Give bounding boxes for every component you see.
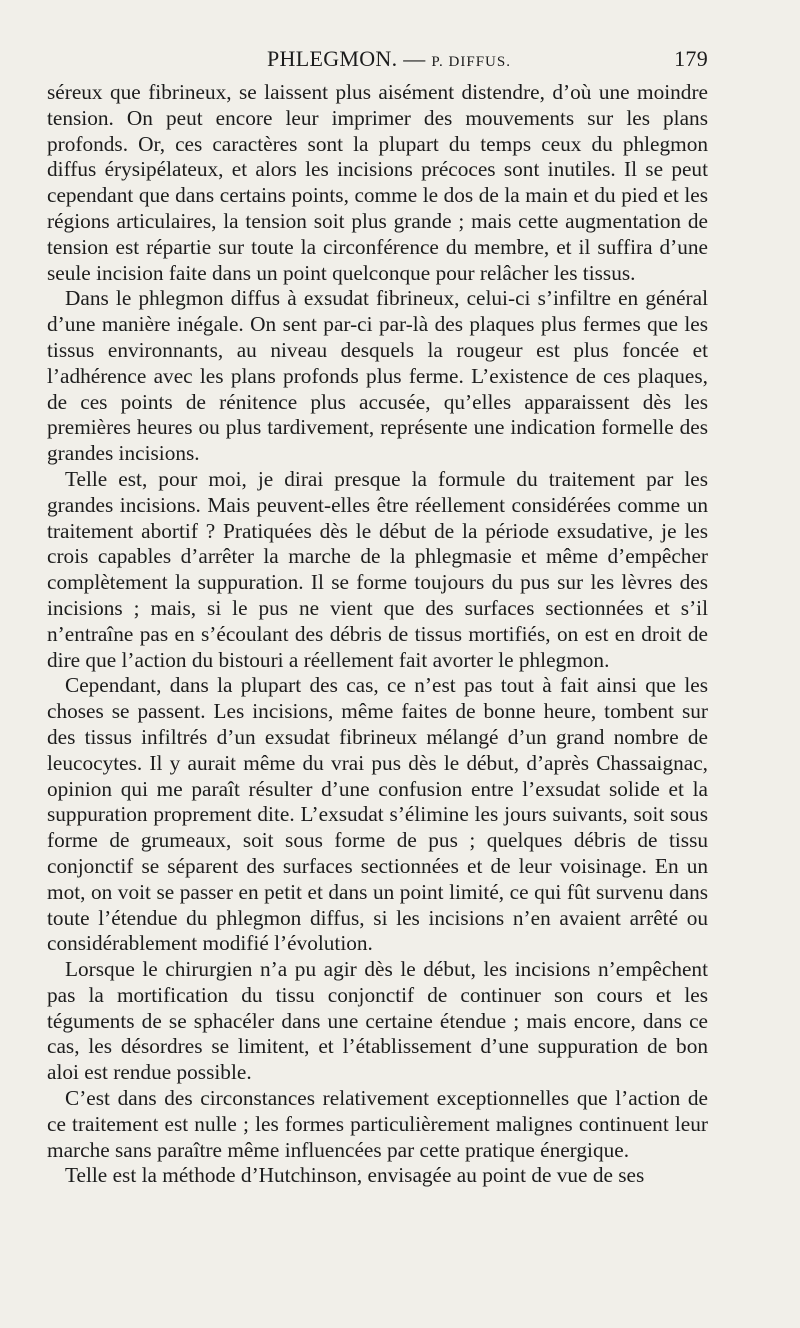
chapter-title: PHLEGMON. [267,46,398,71]
paragraph: C’est dans des circonstances relativement exceptionnelles que l’action de ce traitement est nulle ; les formes particulièrement malignes continuent leur marche sans paraître même influencées par cette pratique énergique. [47,1086,708,1162]
paragraph: Cependant, dans la plupart des cas, ce n’est pas tout à fait ainsi que les choses se passent. Les incisions, même faites de bonne heure, tombent sur des tissus infiltrés d’un exsudat fibrineux mélangé d’un grand nombre de leucocytes. Il y aurait même du vrai pus dès le début, d’après Chassaignac, opinion qui me paraît résulter d’une confusion entre l’exsudat solide et la suppuration proprement dite. L’exsudat s’élimine les jours suivants, soit sous forme de grumeaux, soit sous forme de pus ; quelques débris de tissu conjonctif se séparent des surfaces sectionnées et de leur voisinage. En un mot, on voit se passer en petit et dans un point limité, ce qui fût survenu dans toute l’étendue du phlegmon diffus, si les incisions n’en avaient arrêté ou considérablement modifié l’évolution. [47,673,708,956]
page-number: 179 [674,46,708,71]
paragraph-continued: séreux que fibrineux, se laissent plus aisément distendre, d’où une moindre tension. On peut encore leur imprimer des mouvements sur les plans profonds. Or, ces caractères sont la plupart du temps ceux du phlegmon diffus érysipélateux, et alors les incisions précoces sont inutiles. Il se peut cependant que dans certains points, comme le dos de la main et du pied et les régions articulaires, la tension soit plus grande ; mais cette augmentation de tension est répartie sur toute la circonférence du membre, et il suffira d’une seule incision faite dans un point quelconque pour relâcher les tissus. [47,80,708,285]
paragraph: Dans le phlegmon diffus à exsudat fibrineux, celui-ci s’infiltre en général d’une manière inégale. On sent par-ci par-là des plaques plus fermes que les tissus environnants, au niveau desquels la rougeur est plus foncée et l’adhérence avec les plans profonds plus ferme. L’existence de ces plaques, de ces points de rénitence plus accusée, qu’elles apparaissent dès les premières heures ou plus tardivement, représente une indication formelle des grandes incisions. [47,286,708,466]
paragraph: Telle est, pour moi, je dirai presque la formule du traitement par les grandes incisions. Mais peuvent-elles être réellement considérées comme un traitement abortif ? Pratiquées dès le début de la période exsudative, je les crois capables d’arrêter la marche de la phlegmasie et même d’empêcher complètement la suppuration. Il se forme toujours du pus sur les lèvres des incisions ; mais, si le pus ne vient que des surfaces sectionnées et s’il n’entraîne pas en s’écoulant des débris de tissus mortifiés, on est en droit de dire que l’action du bistouri a réellement fait avorter le phlegmon. [47,466,708,672]
section-subtitle: P. DIFFUS. [431,54,511,70]
body-text [47,80,708,1189]
running-head [47,46,708,78]
paragraph: Telle est la méthode d’Hutchinson, envisagée au point de vue de ses [65,1163,645,1188]
paragraph: Lorsque le chirurgien n’a pu agir dès le début, les incisions n’empêchent pas la mortification du tissu conjonctif de continuer son cours et les téguments de se sphacéler dans une certaine étendue ; mais encore, dans ce cas, les désordres se limitent, et l’établissement d’une suppuration de bon aloi est rendue possible. [47,957,708,1085]
title-dash: — [397,46,432,71]
running-title [267,46,511,72]
